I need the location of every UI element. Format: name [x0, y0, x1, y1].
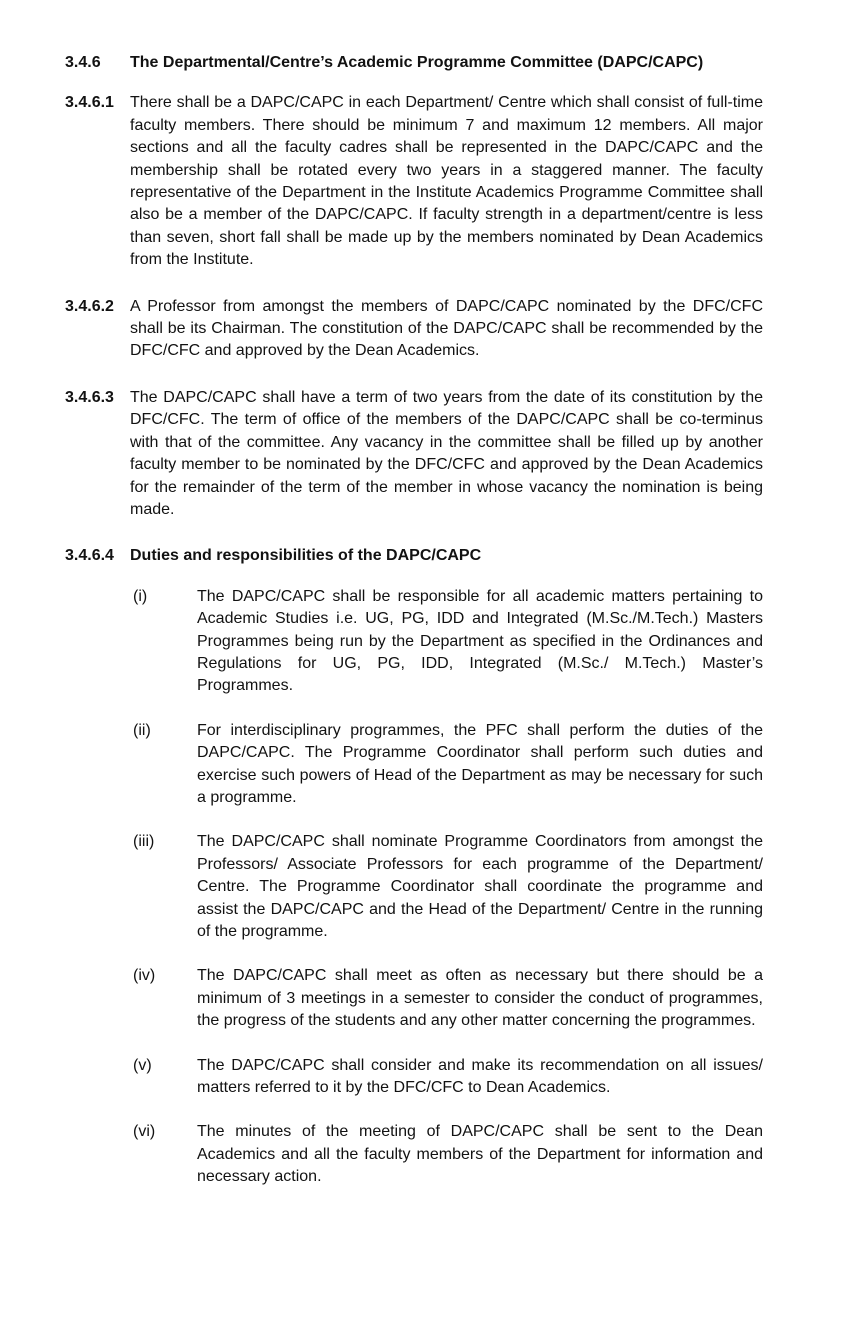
- section-title: The Departmental/Centre’s Academic Programme Committee (DAPC/CAPC): [130, 54, 704, 71]
- list-item-text: For interdisciplinary programmes, the PFC shall perform the duties of the DAPC/CAPC. The Programme Coordinator shall perform such duties and exercise such powers of Head of the Department as may be necessary for such a programme.: [197, 721, 763, 806]
- list-item-iii: [133, 831, 763, 943]
- paragraph-3-4-6-3: [65, 387, 763, 521]
- list-item-vi: [133, 1121, 763, 1188]
- list-item-text: The DAPC/CAPC shall meet as often as necessary but there should be a minimum of 3 meetings in a semester to consider the conduct of programmes, the progress of the students and any other matter concerning the programmes.: [197, 967, 763, 1030]
- list-marker: (i): [133, 587, 148, 605]
- paragraph-text: A Professor from amongst the members of DAPC/CAPC nominated by the DFC/CFC shall be its Chairman. The constitution of the DAPC/CAPC shall be recommended by the DFC/CFC and approved by the Dean Academics.: [130, 297, 763, 360]
- paragraph-number: 3.4.6.3: [65, 388, 114, 406]
- list-item-v: [133, 1055, 763, 1100]
- list-marker: (v): [133, 1056, 152, 1074]
- paragraph-number: 3.4.6.4: [65, 547, 114, 565]
- section-heading: [65, 52, 763, 74]
- paragraph-3-4-6-4-heading: [65, 545, 763, 567]
- list-marker: (iii): [133, 833, 155, 851]
- paragraph-number: 3.4.6.2: [65, 297, 114, 315]
- list-item-text: The DAPC/CAPC shall nominate Programme Coordinators from amongst the Professors/ Associate Professors for each programme of the Department/ Centre. The Programme Coordinator shall coordinate the programme and assist the DAPC/CAPC and the Head of the Department/ Centre in the running of the programme.: [197, 833, 763, 940]
- list-marker: (ii): [133, 721, 151, 739]
- list-item-iv: [133, 965, 763, 1032]
- paragraph-3-4-6-2: [65, 296, 763, 363]
- list-marker: (vi): [133, 1123, 156, 1141]
- subsection-title: Duties and responsibilities of the DAPC/CAPC: [130, 547, 482, 565]
- paragraph-text: There shall be a DAPC/CAPC in each Department/ Centre which shall consist of full-time faculty members. There should be minimum 7 and maximum 12 members. All major sections and all the faculty cadres shall be represented in the DAPC/CAPC and the membership shall be rotated every two years in a staggered manner. The faculty representative of the Department in the Institute Academics Programme Committee shall also be a member of the DAPC/CAPC. If faculty strength in a department/centre is less than seven, short fall shall be made up by the members nominated by Dean Academics from the Institute.: [130, 94, 763, 269]
- list-item-ii: [133, 720, 763, 810]
- list-item-i: [133, 586, 763, 698]
- list-marker: (iv): [133, 967, 156, 985]
- paragraph-3-4-6-1: [65, 92, 763, 271]
- duties-list: [133, 586, 763, 1189]
- paragraph-number: 3.4.6.1: [65, 94, 114, 112]
- section-number: 3.4.6: [65, 54, 101, 71]
- list-item-text: The DAPC/CAPC shall consider and make its recommendation on all issues/ matters referred to it by the DFC/CFC to Dean Academics.: [197, 1056, 763, 1097]
- list-item-text: The DAPC/CAPC shall be responsible for all academic matters pertaining to Academic Studies i.e. UG, PG, IDD and Integrated (M.Sc./M.Tech.) Masters Programmes being run by the Department as specified in the Ordinances and Regulations for UG, PG, IDD, Integrated (M.Sc./ M.Tech.) Master’s Programmes.: [197, 587, 763, 695]
- paragraph-text: The DAPC/CAPC shall have a term of two years from the date of its constitution by the DFC/CFC. The term of office of the members of the DAPC/CAPC shall be co-terminus with that of the committee. Any vacancy in the committee shall be filled up by another faculty member to be nominated by the DFC/CFC and approved by the Dean Academics for the remainder of the term of the member in whose vacancy the nomination is being made.: [130, 388, 763, 518]
- list-item-text: The minutes of the meeting of DAPC/CAPC shall be sent to the Dean Academics and all the faculty members of the Department for information and necessary action.: [197, 1123, 763, 1186]
